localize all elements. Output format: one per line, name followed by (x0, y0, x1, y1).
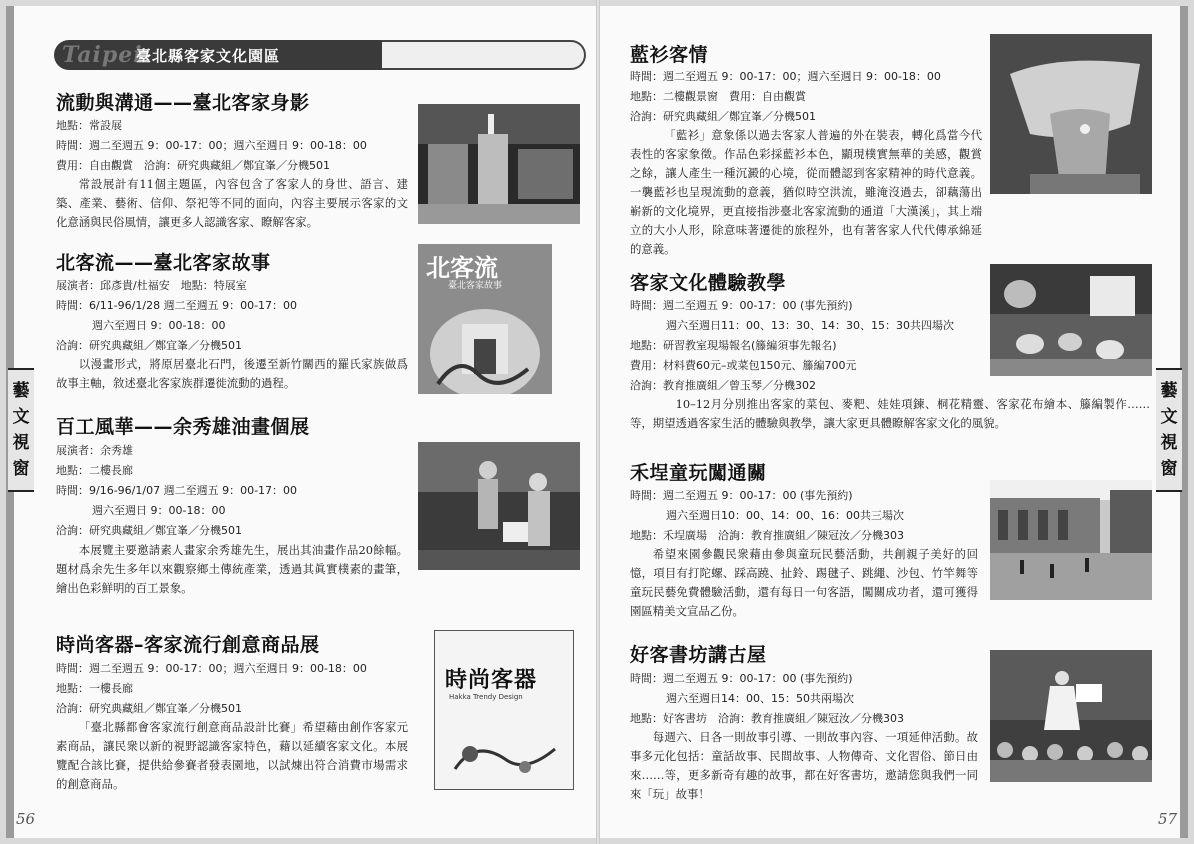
section-title: 客家文化體驗教學 (630, 272, 787, 294)
info-line: 地點：常設展 (56, 119, 122, 132)
taipei-logo-text: Taipei (62, 42, 143, 68)
poster-title: 北客流 (426, 253, 498, 282)
info-line: 展演者：余秀雄 (56, 444, 133, 457)
gallery-interior-photo (418, 104, 580, 224)
section-title: 禾埕童玩闖通關 (630, 462, 767, 484)
craft-display-photo (990, 264, 1152, 376)
info-line: 展演者：邱彥貴/杜福安 地點：特展室 (56, 279, 247, 292)
info-line: 週六至週日11：00、13：30、14：30、15：30共四場次 (666, 319, 954, 332)
section-side-tab (8, 368, 34, 492)
plaza-activity-photo (990, 480, 1152, 600)
info-line: 時間：週二至週五 9：00-17：00；週六至週日 9：00-18：00 (56, 139, 367, 152)
info-line: 費用：材料費60元–或菜包150元、籐編700元 (630, 359, 857, 372)
side-tab-char: 窗 (12, 459, 30, 479)
info-line: 週六至週日14：00、15：50共兩場次 (666, 692, 854, 705)
info-line: 洽詢：研究典藏組／鄭宜峯／分機501 (56, 524, 242, 537)
info-line: 洽詢：研究典藏組／鄭宜峯／分機501 (630, 110, 816, 123)
section-paragraph: 以漫畫形式，將原居臺北石門，後遷至新竹關西的羅氏家族做爲故事主軸，敘述臺北客家族群遷徙流動的過程。 (56, 357, 408, 390)
side-tab-char: 窗 (1160, 459, 1178, 479)
exhibit-poster (418, 244, 552, 394)
side-tab-char: 視 (12, 433, 30, 453)
blue-shirt-sculpture-photo (990, 34, 1152, 194)
side-tab-char: 文 (1160, 407, 1178, 427)
storytelling-photo (990, 650, 1152, 782)
header-title-box (54, 40, 382, 70)
section-title: 流動與溝通——臺北客家身影 (56, 92, 310, 114)
trendy-logo-text: 時尚客器 (445, 667, 538, 693)
section-paragraph: 「藍衫」意象係以過去客家人普遍的外在裝表，轉化爲當今代表性的客家象徵。作品色彩採藍衫本色，顯現樸實無華的美感，觀賞之餘，讓人產生一種沉澱的心境，從而體認到客家精神的時代意義。一襲藍衫也呈現流動的意義，猶似時空洪流，雖淹沒過去，卻藕蕩出嶄新的文化境界，更直接指涉臺北客家流動的通道「大漢溪」，其上端立的大小人形，除意味著遷徙的旅程外，也有著客家人代代傳承綿延的意義。 (630, 128, 982, 256)
info-line: 地點：二樓觀景窗 費用：自由觀賞 (630, 90, 806, 103)
section-title: 百工風華——余秀雄油畫個展 (56, 416, 310, 438)
section-title: 藍衫客情 (630, 44, 709, 66)
page-number: 57 (1158, 810, 1178, 828)
info-line: 時間：週二至週五 9：00-17：00 (事先預約) (630, 489, 853, 502)
info-line: 地點：二樓長廊 (56, 464, 133, 477)
section-side-tab (1156, 368, 1182, 492)
section-paragraph: 「臺北縣都會客家流行創意商品設計比賽」希望藉由創作客家元素商品，讓民衆以新的視野認識客家特色，藉以延續客家文化。本展覽配合該比賽，提供給參賽者發表園地，以試煉出符合消費市場需求的創意商品。 (56, 720, 408, 791)
side-tab-char: 視 (1160, 433, 1178, 453)
info-line: 地點：一樓長廊 (56, 682, 133, 695)
section-paragraph: 希望來園參觀民衆藉由參與童玩民藝活動，共創親子美好的回憶，項目有打陀螺、踩高蹺、扯鈴、踢毽子、跳繩、沙包、竹竿舞等童玩民藝免費體驗活動，還有每日一句客語，闖關成功者，還可獲得園區精美文宣品乙份。 (630, 547, 978, 618)
venue-title: 臺北縣客家文化園區 (136, 47, 281, 65)
info-line: 時間：週二至週五 9：00-17：00 (事先預約) (630, 672, 853, 685)
section-paragraph: 本展覽主要邀請素人畫家余秀雄先生，展出其油畫作品20餘幅。題材爲余先生多年以來觀察鄉土傳統產業，透過其眞實樸素的畫筆，繪出色彩鮮明的百工景象。 (56, 543, 408, 595)
info-line: 洽詢：教育推廣組／曾玉琴／分機302 (630, 379, 816, 392)
info-line: 地點：禾埕廣場 洽詢：教育推廣組／陳冠汝／分機303 (630, 529, 904, 542)
section-title: 好客書坊講古屋 (630, 644, 767, 666)
info-line: 週六至週日 9：00-18：00 (92, 504, 226, 517)
page-number: 56 (16, 810, 36, 828)
venue-header (54, 40, 586, 70)
trendy-design-logo-card (434, 630, 574, 790)
section-paragraph: 10–12月分別推出客家的菜包、麥粑、娃娃項鍊、桐花精靈、客家花布繪本、籐編製作……等，期望透過客家生活的體驗與教學，讓大家更具體瞭解客家文化的風貌。 (630, 397, 1150, 430)
side-tab-char: 藝 (1160, 381, 1178, 401)
section-title: 北客流——臺北客家故事 (56, 252, 271, 274)
info-line: 時間：週二至週五 9：00-17：00 (事先預約) (630, 299, 853, 312)
info-line: 時間：6/11-96/1/28 週二至週五 9：00-17：00 (56, 299, 298, 312)
section-paragraph: 每週六、日各一則故事引導、一則故事內容、一項延伸活動。故事多元化包括：童話故事、民間故事、人物傳奇、文化習俗、節日由來……等，更多新奇有趣的故事，都在好客書坊，邀請您與我們一同來「玩」故事！ (630, 730, 978, 801)
side-tab-char: 藝 (12, 381, 30, 401)
info-line: 時間：9/16-96/1/07 週二至週五 9：00-17：00 (56, 484, 298, 497)
section-title: 時尚客器–客家流行創意商品展 (56, 634, 320, 656)
left-page (6, 6, 596, 838)
info-line: 時間：週二至週五 9：00-17：00；週六至週日 9：00-18：00 (56, 662, 367, 675)
poster-subtitle: 臺北客家故事 (448, 281, 503, 291)
info-line: 費用：自由觀賞 洽詢：研究典藏組／鄭宜峯／分機501 (56, 159, 330, 172)
side-tab-char: 文 (12, 407, 30, 427)
header-contact-box (354, 40, 586, 70)
info-line: 洽詢：研究典藏組／鄭宜峯／分機501 (56, 339, 242, 352)
oil-painting-photo (418, 442, 580, 570)
info-line: 地點：好客書坊 洽詢：教育推廣組／陳冠汝／分機303 (630, 712, 904, 725)
right-page (600, 6, 1188, 838)
info-line: 週六至週日 9：00-18：00 (92, 319, 226, 332)
trendy-logo-sub: Hakka Trendy Design (449, 693, 523, 701)
info-line: 洽詢：研究典藏組／鄭宜峯／分機501 (56, 702, 242, 715)
info-line: 地點：研習教室現場報名(籐編須事先報名) (630, 339, 837, 352)
info-line: 時間：週二至週五 9：00-17：00；週六至週日 9：00-18：00 (630, 70, 941, 83)
info-line: 週六至週日10：00、14：00、16：00共三場次 (666, 509, 904, 522)
section-paragraph: 常設展計有11個主題區，內容包含了客家人的身世、語言、建築、產業、藝術、信仰、祭祀等不同的面向，內容主要展示客家的文化意涵與民俗風情，讓更多人認識客家、瞭解客家。 (56, 177, 408, 229)
